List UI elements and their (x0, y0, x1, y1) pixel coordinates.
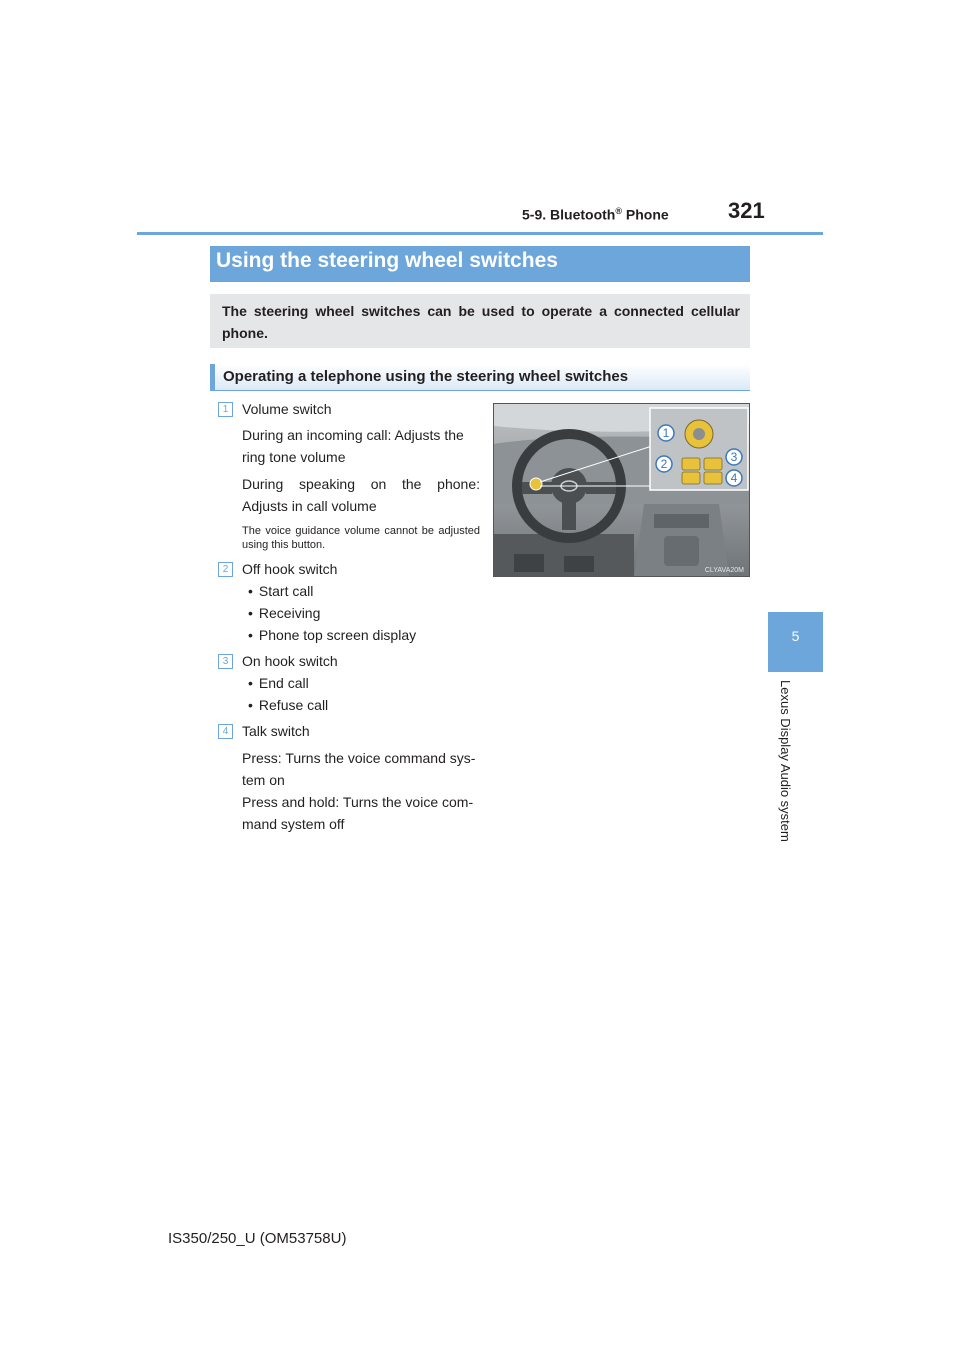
item-4-marker: 4 (218, 724, 233, 739)
item-2-label: Off hook switch (242, 561, 338, 577)
figure-callout-2: 2 (660, 457, 668, 471)
page-number: 321 (728, 198, 765, 223)
item-4-line-2: Press and hold: Turns the voice com-mand system off (242, 794, 474, 832)
steering-wheel-figure (493, 403, 750, 577)
header-rule (137, 232, 823, 235)
item-3-label: On hook switch (242, 653, 338, 669)
item-2-bullet-3: • Phone top screen display (248, 624, 416, 646)
figure-code: CLYAVA20M (704, 567, 744, 574)
item-3-marker: 3 (218, 654, 233, 669)
section-title: 5-9. Bluetooth® Phone (522, 206, 669, 223)
steering-wheel-illustration (494, 404, 749, 576)
item-1-note: The voice guidance volume cannot be adjusted using this button. (242, 525, 480, 551)
chapter-tab: 5 (768, 612, 823, 672)
item-1-line-1: During an incoming call: Adjusts the ring tone volume (242, 427, 464, 465)
item-4-label: Talk switch (242, 723, 310, 739)
item-2-bullet-2: • Receiving (248, 602, 320, 624)
item-4-line-1: Press: Turns the voice command sys-tem on (242, 750, 476, 788)
figure-callout-4: 4 (730, 471, 738, 485)
figure-callout-3: 3 (730, 450, 738, 464)
subheading-bar (210, 364, 750, 391)
intro-text: The steering wheel switches can be used to operate a connected cellular phone. (222, 303, 740, 341)
item-3-bullet-2: • Refuse call (248, 694, 328, 716)
item-1-line-2: During speaking on the phone: Adjusts in call volume (242, 476, 480, 514)
figure-callout-1: 1 (662, 426, 670, 440)
item-2-bullet-1: • Start call (248, 580, 313, 602)
page-title: Using the steering wheel switches (216, 249, 558, 272)
chapter-title: Lexus Display Audio system (778, 680, 793, 842)
item-3-bullet-1: • End call (248, 672, 309, 694)
item-1-label: Volume switch (242, 401, 332, 417)
item-2-marker: 2 (218, 562, 233, 577)
manual-code: IS350/250_U (OM53758U) (168, 1230, 347, 1247)
item-1-marker: 1 (218, 402, 233, 417)
intro-box (210, 294, 750, 348)
chapter-title-vertical (778, 680, 800, 880)
page-title-bar (210, 246, 750, 282)
subheading: Operating a telephone using the steering wheel switches (223, 368, 629, 385)
